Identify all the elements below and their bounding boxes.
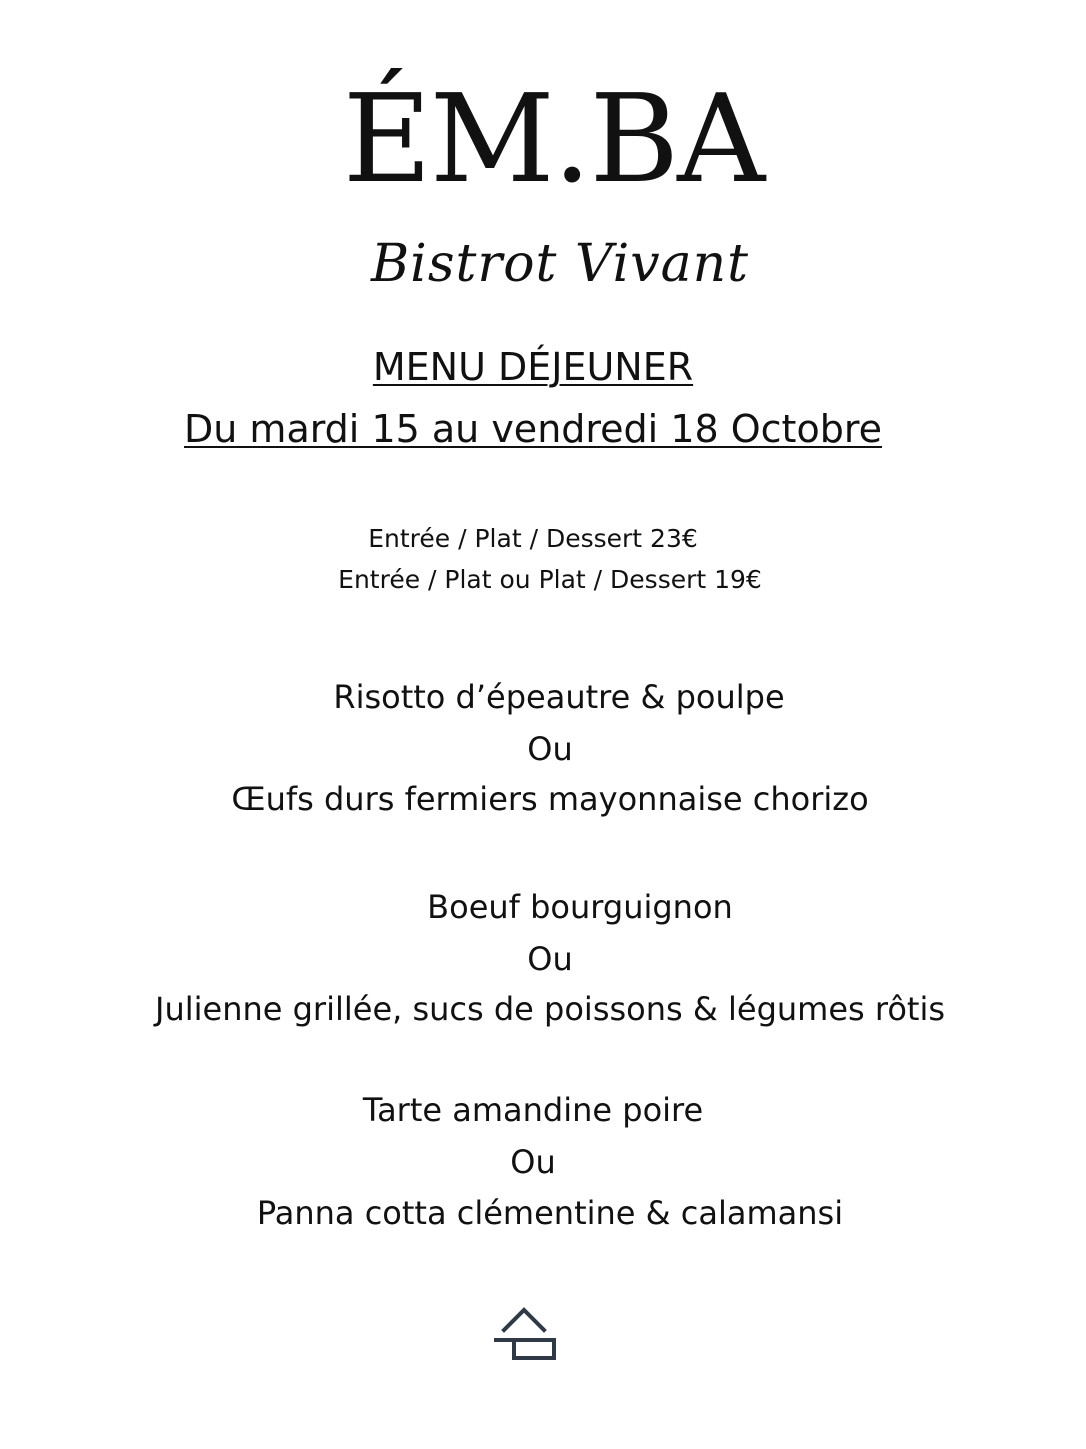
price-option-three-course: Entrée / Plat / Dessert 23€ xyxy=(368,524,698,553)
dessert-option-1: Tarte amandine poire xyxy=(362,1091,704,1129)
starter-option-1: Risotto d’épeautre & poulpe xyxy=(333,678,785,716)
menu-dates: Du mardi 15 au vendredi 18 Octobre xyxy=(184,407,882,451)
dessert-separator: Ou xyxy=(510,1143,556,1181)
starter-separator: Ou xyxy=(527,730,573,768)
dessert-option-2: Panna cotta clémentine & calamansi xyxy=(256,1194,844,1232)
main-option-1: Boeuf bourguignon xyxy=(427,888,733,926)
house-logo-icon xyxy=(490,1300,562,1364)
main-option-2: Julienne grillée, sucs de poissons & légumes rôtis xyxy=(155,990,945,1028)
brand-subtitle: Bistrot Vivant xyxy=(370,234,750,294)
menu-title: MENU DÉJEUNER xyxy=(372,345,694,389)
main-separator: Ou xyxy=(527,940,573,978)
brand-title: ÉM.BA xyxy=(342,68,764,210)
price-option-two-course: Entrée / Plat ou Plat / Dessert 19€ xyxy=(338,565,762,594)
starter-option-2: Œufs durs fermiers mayonnaise chorizo xyxy=(231,780,869,818)
